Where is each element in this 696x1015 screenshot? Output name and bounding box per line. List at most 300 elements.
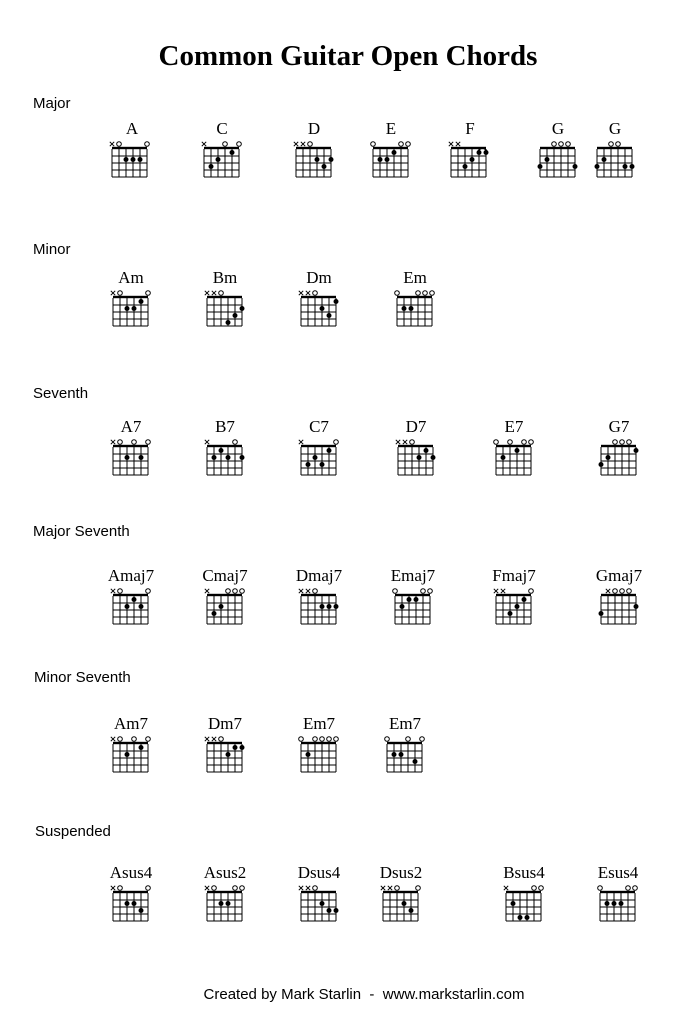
open-string-marker: [423, 291, 428, 296]
open-string-marker: [539, 886, 544, 891]
nut: [207, 296, 242, 298]
nut: [373, 147, 408, 149]
chord-diagram: [195, 863, 255, 923]
chord-diagram: [361, 119, 421, 179]
fretboard-grid: [195, 731, 255, 779]
fretboard-grid: [371, 880, 431, 928]
chord-diagram: [589, 566, 649, 626]
open-string-marker: [620, 440, 625, 445]
nut: [600, 891, 635, 893]
finger-dot: [431, 455, 436, 460]
chord-name: Emaj7: [390, 566, 436, 585]
finger-dot: [138, 157, 143, 162]
chord-name: F: [465, 119, 475, 138]
finger-dot: [334, 299, 339, 304]
finger-dot: [306, 752, 311, 757]
nut: [395, 594, 430, 596]
chord-name: E: [385, 119, 397, 138]
muted-string-marker: [111, 886, 115, 890]
finger-dot: [320, 462, 325, 467]
finger-dot: [320, 901, 325, 906]
nut: [383, 891, 418, 893]
open-string-marker: [313, 589, 318, 594]
open-string-marker: [212, 886, 217, 891]
chord-diagram: [528, 119, 588, 179]
fretboard-grid: [484, 434, 544, 482]
open-string-marker: [416, 291, 421, 296]
open-string-marker: [626, 886, 631, 891]
muted-string-marker: [110, 142, 114, 146]
open-string-marker: [320, 737, 325, 742]
finger-dot: [477, 150, 482, 155]
fretboard-grid: [440, 136, 500, 184]
chord-diagram: [440, 119, 500, 179]
nut: [496, 445, 531, 447]
finger-dot: [125, 604, 130, 609]
fretboard-grid: [361, 136, 421, 184]
nut: [204, 147, 239, 149]
chord-name: Dmaj7: [295, 566, 343, 585]
finger-dot: [595, 164, 600, 169]
open-string-marker: [430, 291, 435, 296]
muted-string-marker: [299, 291, 303, 295]
finger-dot: [125, 752, 130, 757]
finger-dot: [392, 150, 397, 155]
fretboard-grid: [101, 731, 161, 779]
finger-dot: [131, 157, 136, 162]
fretboard-grid: [385, 285, 445, 333]
chord-diagram: [102, 119, 162, 179]
finger-dot: [525, 915, 530, 920]
muted-string-marker: [205, 886, 209, 890]
open-string-marker: [609, 142, 614, 147]
muted-string-marker: [212, 291, 216, 295]
fretboard-grid: [386, 434, 446, 482]
open-string-marker: [146, 291, 151, 296]
nut: [112, 147, 147, 149]
open-string-marker: [613, 440, 618, 445]
finger-dot: [515, 604, 520, 609]
chord-name: E7: [504, 417, 524, 436]
fretboard-grid: [289, 434, 349, 482]
fretboard-grid: [289, 880, 349, 928]
fretboard-grid: [585, 136, 645, 184]
fretboard-grid: [289, 583, 349, 631]
finger-dot: [327, 604, 332, 609]
muted-string-marker: [299, 589, 303, 593]
chord-name: Asus4: [109, 863, 153, 882]
open-string-marker: [132, 440, 137, 445]
nut: [506, 891, 541, 893]
chord-name: G7: [608, 417, 630, 436]
finger-dot: [385, 157, 390, 162]
muted-string-marker: [306, 886, 310, 890]
finger-dot: [209, 164, 214, 169]
finger-dot: [630, 164, 635, 169]
nut: [301, 594, 336, 596]
finger-dot: [125, 455, 130, 460]
open-string-marker: [395, 886, 400, 891]
chord-diagram: [289, 417, 349, 477]
chord-name: G: [551, 119, 565, 138]
open-string-marker: [223, 142, 228, 147]
page-title: Common Guitar Open Chords: [158, 40, 538, 72]
chord-diagram: [484, 566, 544, 626]
fretboard-grid: [101, 880, 161, 928]
chord-diagram: [385, 268, 445, 328]
chord-diagram: [195, 714, 255, 774]
finger-dot: [315, 157, 320, 162]
nut: [113, 594, 148, 596]
finger-dot: [139, 908, 144, 913]
fretboard-grid: [101, 434, 161, 482]
open-string-marker: [146, 589, 151, 594]
chord-diagram: [289, 268, 349, 328]
chord-diagram: [101, 714, 161, 774]
finger-dot: [619, 901, 624, 906]
finger-dot: [413, 759, 418, 764]
finger-dot: [139, 455, 144, 460]
open-string-marker: [327, 737, 332, 742]
finger-dot: [226, 901, 231, 906]
finger-dot: [240, 306, 245, 311]
chord-diagram: [195, 566, 255, 626]
muted-string-marker: [606, 589, 610, 593]
chord-name: Em: [403, 268, 427, 287]
muted-string-marker: [456, 142, 460, 146]
finger-dot: [139, 604, 144, 609]
fretboard-grid: [195, 880, 255, 928]
open-string-marker: [529, 440, 534, 445]
finger-dot: [508, 611, 513, 616]
finger-dot: [327, 313, 332, 318]
finger-dot: [634, 604, 639, 609]
finger-dot: [623, 164, 628, 169]
footer-credit: Created by Mark Starlin - www.markstarlin.com: [203, 986, 525, 1003]
fretboard-grid: [289, 285, 349, 333]
fretboard-grid: [195, 583, 255, 631]
finger-dot: [414, 597, 419, 602]
finger-dot: [327, 908, 332, 913]
muted-string-marker: [111, 440, 115, 444]
finger-dot: [392, 752, 397, 757]
section-label-suspended: Suspended: [35, 823, 111, 840]
finger-dot: [599, 462, 604, 467]
open-string-marker: [237, 142, 242, 147]
nut: [113, 296, 148, 298]
chord-name: D7: [405, 417, 427, 436]
open-string-marker: [559, 142, 564, 147]
chord-diagram: [375, 714, 435, 774]
fretboard-grid: [383, 583, 443, 631]
muted-string-marker: [306, 291, 310, 295]
chord-diagram: [195, 417, 255, 477]
finger-dot: [226, 455, 231, 460]
chord-name: Dm: [306, 268, 332, 287]
open-string-marker: [406, 142, 411, 147]
chord-name: Am7: [114, 714, 148, 733]
nut: [207, 742, 242, 744]
fretboard-grid: [192, 136, 252, 184]
muted-string-marker: [388, 886, 392, 890]
chord-diagram: [484, 417, 544, 477]
open-string-marker: [146, 886, 151, 891]
open-string-marker: [132, 737, 137, 742]
finger-dot: [216, 157, 221, 162]
open-string-marker: [299, 737, 304, 742]
finger-dot: [219, 604, 224, 609]
open-string-marker: [117, 142, 122, 147]
nut: [397, 296, 432, 298]
chord-name: Em7: [302, 714, 336, 733]
nut: [113, 742, 148, 744]
open-string-marker: [532, 886, 537, 891]
finger-dot: [409, 908, 414, 913]
finger-dot: [407, 597, 412, 602]
finger-dot: [605, 901, 610, 906]
finger-dot: [511, 901, 516, 906]
finger-dot: [320, 604, 325, 609]
chord-name: Asus2: [203, 863, 247, 882]
finger-dot: [139, 745, 144, 750]
chord-diagram: [371, 863, 431, 923]
open-string-marker: [233, 886, 238, 891]
chord-diagram: [192, 119, 252, 179]
fretboard-grid: [195, 434, 255, 482]
finger-dot: [327, 448, 332, 453]
open-string-marker: [613, 589, 618, 594]
finger-dot: [399, 752, 404, 757]
finger-dot: [470, 157, 475, 162]
finger-dot: [484, 150, 489, 155]
fretboard-grid: [494, 880, 554, 928]
open-string-marker: [410, 440, 415, 445]
muted-string-marker: [294, 142, 298, 146]
finger-dot: [334, 604, 339, 609]
finger-dot: [599, 611, 604, 616]
nut: [113, 445, 148, 447]
open-string-marker: [421, 589, 426, 594]
open-string-marker: [146, 440, 151, 445]
fretboard-grid: [195, 285, 255, 333]
open-string-marker: [308, 142, 313, 147]
finger-dot: [226, 320, 231, 325]
chord-diagram: [101, 863, 161, 923]
finger-dot: [212, 455, 217, 460]
open-string-marker: [395, 291, 400, 296]
open-string-marker: [552, 142, 557, 147]
chord-diagram: [386, 417, 446, 477]
section-label-major-seventh: Major Seventh: [33, 523, 130, 540]
finger-dot: [306, 462, 311, 467]
open-string-marker: [334, 440, 339, 445]
finger-dot: [139, 299, 144, 304]
chord-diagram: [289, 714, 349, 774]
nut: [301, 891, 336, 893]
open-string-marker: [226, 589, 231, 594]
open-string-marker: [508, 440, 513, 445]
section-label-minor-seventh: Minor Seventh: [34, 669, 131, 686]
muted-string-marker: [381, 886, 385, 890]
open-string-marker: [118, 440, 123, 445]
chord-name: Bsus4: [503, 863, 545, 882]
open-string-marker: [240, 589, 245, 594]
fretboard-grid: [484, 583, 544, 631]
chord-name: A7: [120, 417, 142, 436]
nut: [540, 147, 575, 149]
muted-string-marker: [449, 142, 453, 146]
muted-string-marker: [299, 440, 303, 444]
fretboard-grid: [284, 136, 344, 184]
finger-dot: [417, 455, 422, 460]
open-string-marker: [529, 589, 534, 594]
finger-dot: [212, 611, 217, 616]
finger-dot: [132, 306, 137, 311]
open-string-marker: [393, 589, 398, 594]
finger-dot: [602, 157, 607, 162]
open-string-marker: [334, 737, 339, 742]
chord-name: Fmaj7: [492, 566, 536, 585]
chord-name: Gmaj7: [595, 566, 643, 585]
finger-dot: [501, 455, 506, 460]
muted-string-marker: [205, 291, 209, 295]
muted-string-marker: [205, 440, 209, 444]
fretboard-grid: [101, 285, 161, 333]
chord-name: B7: [215, 417, 235, 436]
muted-string-marker: [301, 142, 305, 146]
chord-diagram: [383, 566, 443, 626]
open-string-marker: [313, 886, 318, 891]
muted-string-marker: [111, 291, 115, 295]
open-string-marker: [494, 440, 499, 445]
finger-dot: [230, 150, 235, 155]
open-string-marker: [420, 737, 425, 742]
finger-dot: [402, 306, 407, 311]
finger-dot: [124, 157, 129, 162]
fretboard-grid: [375, 731, 435, 779]
chord-diagram: [284, 119, 344, 179]
finger-dot: [125, 901, 130, 906]
open-string-marker: [371, 142, 376, 147]
nut: [601, 445, 636, 447]
finger-dot: [515, 448, 520, 453]
chord-diagram: [101, 417, 161, 477]
finger-dot: [463, 164, 468, 169]
chord-diagram: [195, 268, 255, 328]
open-string-marker: [118, 737, 123, 742]
nut: [597, 147, 632, 149]
finger-dot: [424, 448, 429, 453]
chord-name: Dsus2: [379, 863, 423, 882]
chord-diagram: [101, 566, 161, 626]
nut: [496, 594, 531, 596]
muted-string-marker: [212, 737, 216, 741]
finger-dot: [240, 745, 245, 750]
open-string-marker: [598, 886, 603, 891]
chord-diagram: [289, 863, 349, 923]
finger-dot: [219, 448, 224, 453]
finger-dot: [538, 164, 543, 169]
finger-dot: [378, 157, 383, 162]
nut: [601, 594, 636, 596]
open-string-marker: [627, 589, 632, 594]
open-string-marker: [219, 737, 224, 742]
finger-dot: [240, 455, 245, 460]
muted-string-marker: [504, 886, 508, 890]
open-string-marker: [219, 291, 224, 296]
chord-name: Amaj7: [107, 566, 155, 585]
open-string-marker: [566, 142, 571, 147]
muted-string-marker: [202, 142, 206, 146]
muted-string-marker: [501, 589, 505, 593]
chord-name: C7: [309, 417, 329, 436]
chord-name: Em7: [388, 714, 422, 733]
section-label-major: Major: [33, 95, 71, 112]
open-string-marker: [620, 589, 625, 594]
finger-dot: [219, 901, 224, 906]
muted-string-marker: [205, 589, 209, 593]
open-string-marker: [406, 737, 411, 742]
open-string-marker: [633, 886, 638, 891]
chord-diagram: [585, 119, 645, 179]
open-string-marker: [522, 440, 527, 445]
nut: [296, 147, 331, 149]
chord-diagram: [101, 268, 161, 328]
muted-string-marker: [111, 589, 115, 593]
open-string-marker: [399, 142, 404, 147]
fretboard-grid: [102, 136, 162, 184]
finger-dot: [402, 901, 407, 906]
finger-dot: [545, 157, 550, 162]
chord-diagram: [494, 863, 554, 923]
muted-string-marker: [494, 589, 498, 593]
nut: [387, 742, 422, 744]
open-string-marker: [118, 886, 123, 891]
finger-dot: [518, 915, 523, 920]
section-label-seventh: Seventh: [33, 385, 89, 402]
finger-dot: [125, 306, 130, 311]
finger-dot: [132, 597, 137, 602]
nut: [301, 742, 336, 744]
finger-dot: [522, 597, 527, 602]
fretboard-grid: [101, 583, 161, 631]
finger-dot: [573, 164, 578, 169]
muted-string-marker: [403, 440, 407, 444]
chord-name: Dm7: [208, 714, 242, 733]
open-string-marker: [313, 737, 318, 742]
chord-name: A: [125, 119, 139, 138]
fretboard-grid: [289, 731, 349, 779]
open-string-marker: [385, 737, 390, 742]
open-string-marker: [233, 589, 238, 594]
muted-string-marker: [299, 886, 303, 890]
fretboard-grid: [589, 583, 649, 631]
open-string-marker: [118, 589, 123, 594]
finger-dot: [226, 752, 231, 757]
fretboard-grid: [588, 880, 648, 928]
chord-name: C: [216, 119, 228, 138]
chord-diagram: [589, 417, 649, 477]
muted-string-marker: [111, 737, 115, 741]
open-string-marker: [313, 291, 318, 296]
finger-dot: [606, 455, 611, 460]
chord-name: Dsus4: [297, 863, 341, 882]
finger-dot: [313, 455, 318, 460]
nut: [207, 445, 242, 447]
open-string-marker: [416, 886, 421, 891]
finger-dot: [400, 604, 405, 609]
nut: [207, 594, 242, 596]
